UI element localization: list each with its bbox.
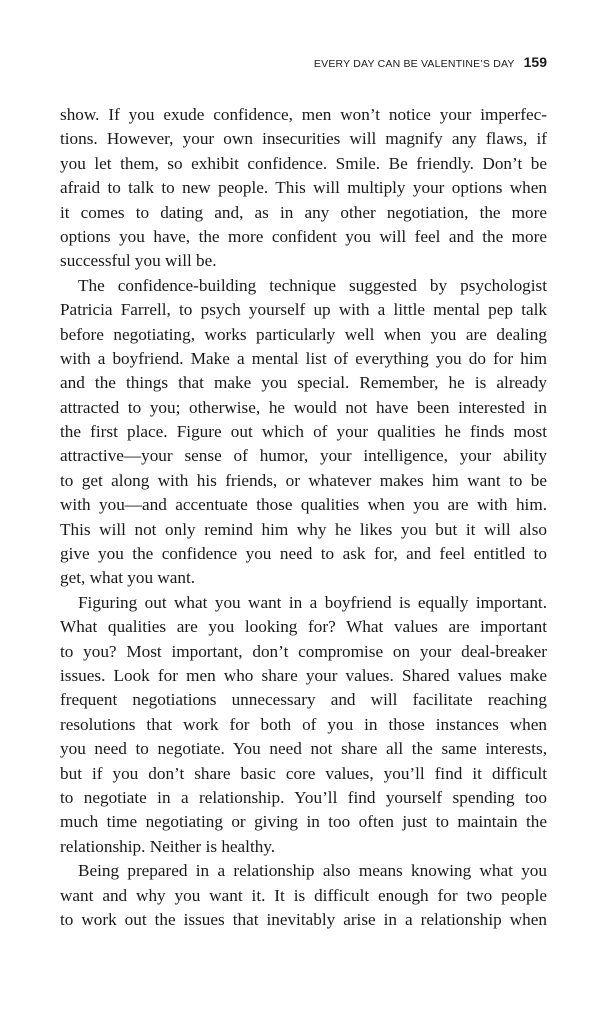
text-line: frequent negotiations unnecessary and will facilitate reaching — [60, 690, 547, 710]
text-line: Being prepared in a relationship also means knowing what you — [78, 861, 547, 881]
text-line: attractive—your sense of humor, your intelligence, your ability — [60, 446, 547, 466]
text-line: you need to negotiate. You need not share all the same interests, — [60, 739, 547, 759]
text-line: the first place. Figure out which of your qualities he finds most — [60, 422, 547, 442]
text-line: it comes to dating and, as in any other negotiation, the more — [60, 202, 547, 222]
paragraph — [60, 591, 547, 859]
text-line: with you—and accentuate those qualities when you are with him. — [60, 495, 547, 515]
text-line: and the things that make you special. Remember, he is already — [60, 373, 547, 393]
text-line: with a boyfriend. Make a mental list of everything you do for him — [60, 348, 547, 368]
text-line: issues. Look for men who share your values. Shared values make — [60, 665, 547, 685]
text-line: before negotiating, works particularly well when you are dealing — [60, 324, 547, 344]
text-line: afraid to talk to new people. This will multiply your options when — [60, 178, 547, 198]
running-title: EVERY DAY CAN BE VALENTINE’S DAY — [313, 58, 515, 70]
text-line: attracted to you; otherwise, he would not have been interested in — [60, 397, 547, 417]
text-line: but if you don’t share basic core values, you’ll find it difficult — [60, 763, 547, 783]
text-line: tions. However, your own insecurities will magnify any flaws, if — [60, 129, 547, 149]
text-line: Figuring out what you want in a boyfriend is equally important. — [78, 592, 547, 612]
text-line: Patricia Farrell, to psych yourself up with a little mental pep talk — [60, 300, 547, 320]
text-line: to negotiate in a relationship. You’ll find yourself spending too — [60, 787, 547, 807]
text-line: show. If you exude confidence, men won’t notice your imperfec- — [60, 105, 547, 124]
body-text — [60, 103, 547, 932]
page-number: 159 — [523, 54, 547, 70]
text-line: successful you will be. — [60, 251, 217, 271]
text-line: get, what you want. — [60, 568, 196, 588]
paragraph — [60, 859, 547, 932]
text-line: to get along with his friends, or whatever makes him want to be — [60, 470, 547, 490]
text-line: you let them, so exhibit confidence. Smile. Be friendly. Don’t be — [60, 153, 547, 173]
paragraph — [60, 103, 547, 274]
text-line: to you? Most important, don’t compromise on your deal-breaker — [60, 641, 547, 661]
text-line: relationship. Neither is healthy. — [60, 836, 276, 856]
text-line: much time negotiating or giving in too often just to maintain the — [60, 812, 547, 832]
text-line: What qualities are you looking for? What values are important — [60, 617, 547, 637]
text-line: to work out the issues that inevitably arise in a relationship when — [60, 909, 547, 929]
text-line: The confidence-building technique suggested by psychologist — [78, 275, 547, 295]
running-head — [314, 54, 547, 70]
text-line: want and why you want it. It is difficult enough for two people — [60, 885, 547, 905]
text-line: options you have, the more confident you will feel and the more — [60, 226, 547, 246]
text-line: This will not only remind him why he likes you but it will also — [60, 519, 547, 539]
text-line: resolutions that work for both of you in those instances when — [60, 714, 547, 734]
paragraph — [60, 274, 547, 591]
text-line: give you the confidence you need to ask for, and feel entitled to — [60, 544, 547, 564]
